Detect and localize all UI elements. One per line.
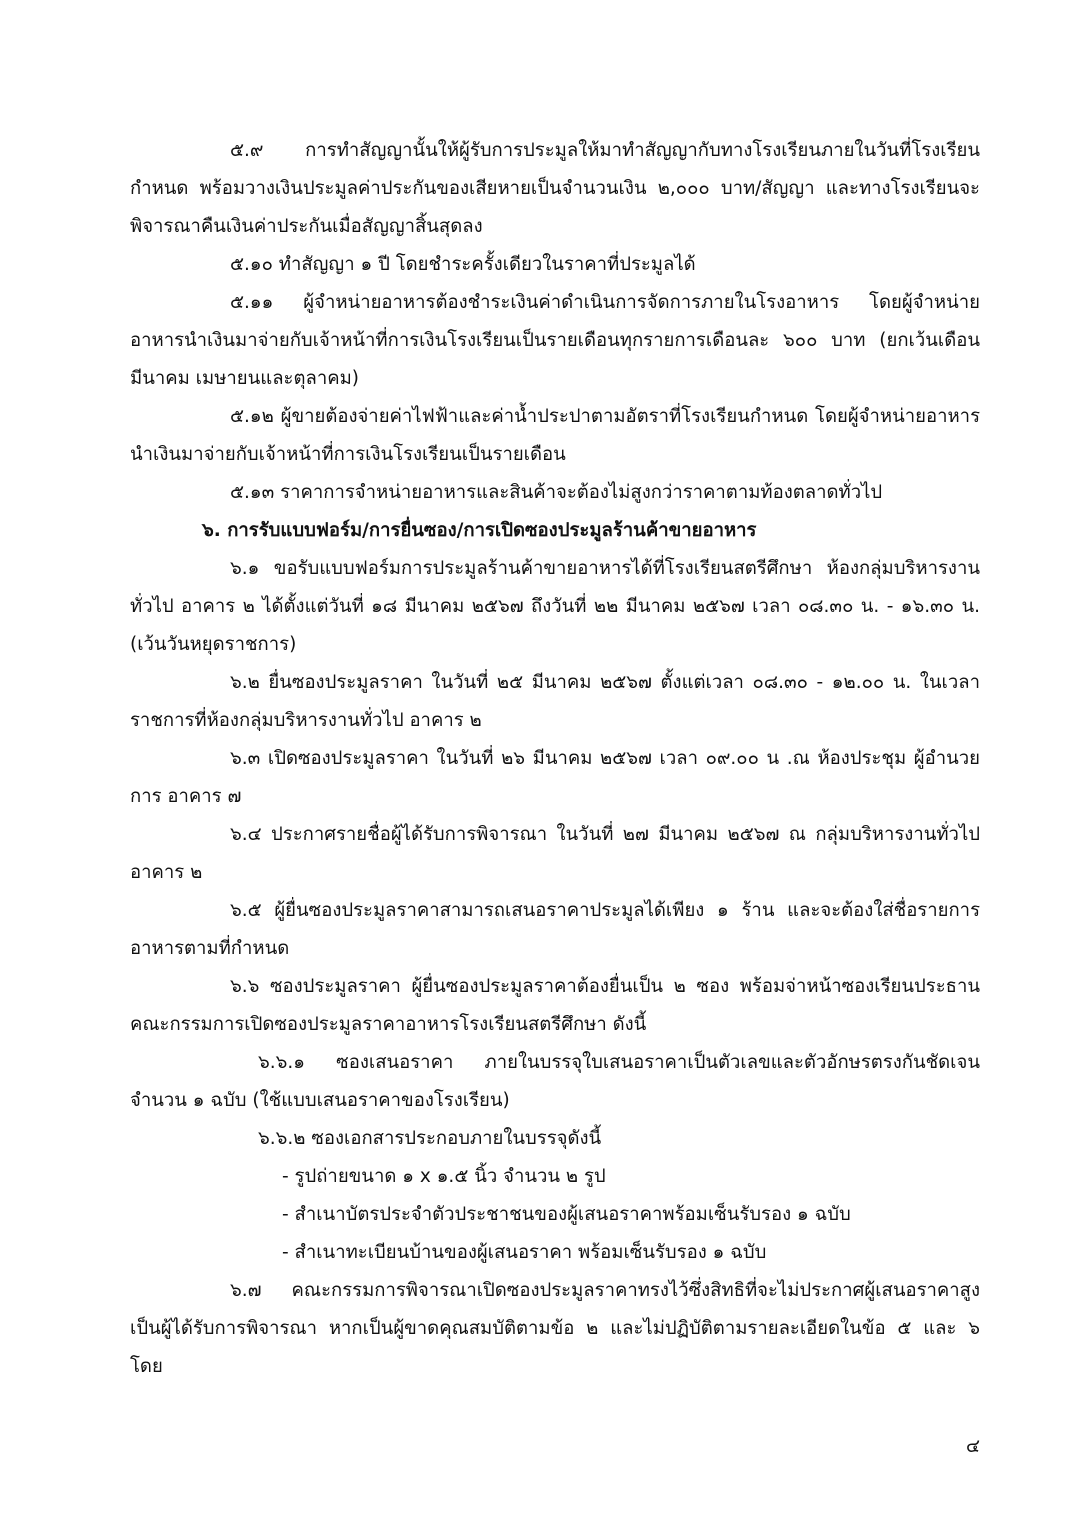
page-number: ๔ <box>965 1436 980 1457</box>
paragraph-5-12: ๕.๑๒ ผู้ขายต้องจ่ายค่าไฟฟ้าและค่าน้ำประปาตามอัตราที่โรงเรียนกำหนด โดยผู้จำหน่ายอาหารนำเงินมาจ่ายกับเจ้าหน้าที่การเงินโรงเรียนเป็นรายเดือน <box>130 406 980 465</box>
paragraph-6-4: ๖.๔ ประกาศรายชื่อผู้ได้รับการพิจารณา ในวันที่ ๒๗ มีนาคม ๒๕๖๗ ณ กลุ่มบริหารงานทั่วไป อาคาร ๒ <box>130 824 980 883</box>
paragraph-6-7: ๖.๗ คณะกรรมการพิจารณาเปิดซองประมูลราคาทรงไว้ซึ่งสิทธิที่จะไม่ประกาศผู้เสนอราคาสูงเป็นผู้ได้รับการพิจารณา หากเป็นผู้ขาดคุณสมบัติตามข้อ ๒ และไม่ปฏิบัติตามรายละเอียดในข้อ ๕ และ ๖ โดย <box>130 1280 980 1377</box>
paragraph-6-6-1: ๖.๖.๑ ซองเสนอราคา ภายในบรรจุใบเสนอราคาเป็นตัวเลขและตัวอักษรตรงกันชัดเจนจำนวน ๑ ฉบับ (ใช้แบบเสนอราคาของโรงเรียน) <box>130 1052 980 1111</box>
paragraph-5-10: ๕.๑๐ ทำสัญญา ๑ ปี โดยชำระครั้งเดียวในราคาที่ประมูลได้ <box>230 254 696 275</box>
bullet-house-registration: - สำเนาทะเบียนบ้านของผู้เสนอราคา พร้อมเซ็นรับรอง ๑ ฉบับ <box>282 1242 767 1263</box>
paragraph-6-2: ๖.๒ ยื่นซองประมูลราคา ในวันที่ ๒๕ มีนาคม ๒๕๖๗ ตั้งแต่เวลา ๐๘.๓๐ - ๑๒.๐๐ น. ในเวลาราชการที่ห้องกลุ่มบริหารงานทั่วไป อาคาร ๒ <box>130 672 980 731</box>
paragraph-6-1: ๖.๑ ขอรับแบบฟอร์มการประมูลร้านค้าขายอาหารได้ที่โรงเรียนสตรีศึกษา ห้องกลุ่มบริหารงานทั่วไป อาคาร ๒ ได้ตั้งแต่วันที่ ๑๘ มีนาคม ๒๕๖๗ ถึงวันที่ ๒๒ มีนาคม ๒๕๖๗ เวลา ๐๘.๓๐ น. - ๑๖.๓๐ น. (เว้นวันหยุดราชการ) <box>130 558 980 655</box>
paragraph-6-6: ๖.๖ ซองประมูลราคา ผู้ยื่นซองประมูลราคาต้องยื่นเป็น ๒ ซอง พร้อมจ่าหน้าซองเรียนประธานคณะกรรมการเปิดซองประมูลราคาอาหารโรงเรียนสตรีศึกษา ดังนี้ <box>130 976 980 1035</box>
paragraph-6-6-2: ๖.๖.๒ ซองเอกสารประกอบภายในบรรจุดังนี้ <box>258 1128 602 1149</box>
paragraph-5-13: ๕.๑๓ ราคาการจำหน่ายอาหารและสินค้าจะต้องไม่สูงกว่าราคาตามท้องตลาดทั่วไป <box>230 482 883 503</box>
paragraph-6-3: ๖.๓ เปิดซองประมูลราคา ในวันที่ ๒๖ มีนาคม ๒๕๖๗ เวลา ๐๙.๐๐ น .ณ ห้องประชุม ผู้อำนวยการ อาคาร ๗ <box>130 748 980 807</box>
paragraph-5-11: ๕.๑๑ ผู้จำหน่ายอาหารต้องชำระเงินค่าดำเนินการจัดการภายในโรงอาหาร โดยผู้จำหน่ายอาหารนำเงินมาจ่ายกับเจ้าหน้าที่การเงินโรงเรียนเป็นรายเดือนทุกรายการเดือนละ ๖๐๐ บาท (ยกเว้นเดือนมีนาคม เมษายนและตุลาคม) <box>130 292 980 389</box>
bullet-photo: - รูปถ่ายขนาด ๑ x ๑.๕ นิ้ว จำนวน ๒ รูป <box>282 1166 606 1187</box>
paragraph-5-9: ๕.๙ การทำสัญญานั้นให้ผู้รับการประมูลให้มาทำสัญญากับทางโรงเรียนภายในวันที่โรงเรียนกำหนด พร้อมวางเงินประมูลค่าประกันของเสียหายเป็นจำนวนเงิน ๒,๐๐๐ บาท/สัญญา และทางโรงเรียนจะพิจารณาคืนเงินค่าประกันเมื่อสัญญาสิ้นสุดลง <box>130 140 980 237</box>
document-body <box>130 132 980 1386</box>
bullet-id-card: - สำเนาบัตรประจำตัวประชาชนของผู้เสนอราคาพร้อมเซ็นรับรอง ๑ ฉบับ <box>282 1204 851 1225</box>
section-6-heading: ๖. การรับแบบฟอร์ม/การยื่นซอง/การเปิดซองประมูลร้านค้าขายอาหาร <box>202 520 757 541</box>
paragraph-6-5: ๖.๕ ผู้ยื่นซองประมูลราคาสามารถเสนอราคาประมูลได้เพียง ๑ ร้าน และจะต้องใส่ชื่อรายการอาหารตามที่กำหนด <box>130 900 980 959</box>
